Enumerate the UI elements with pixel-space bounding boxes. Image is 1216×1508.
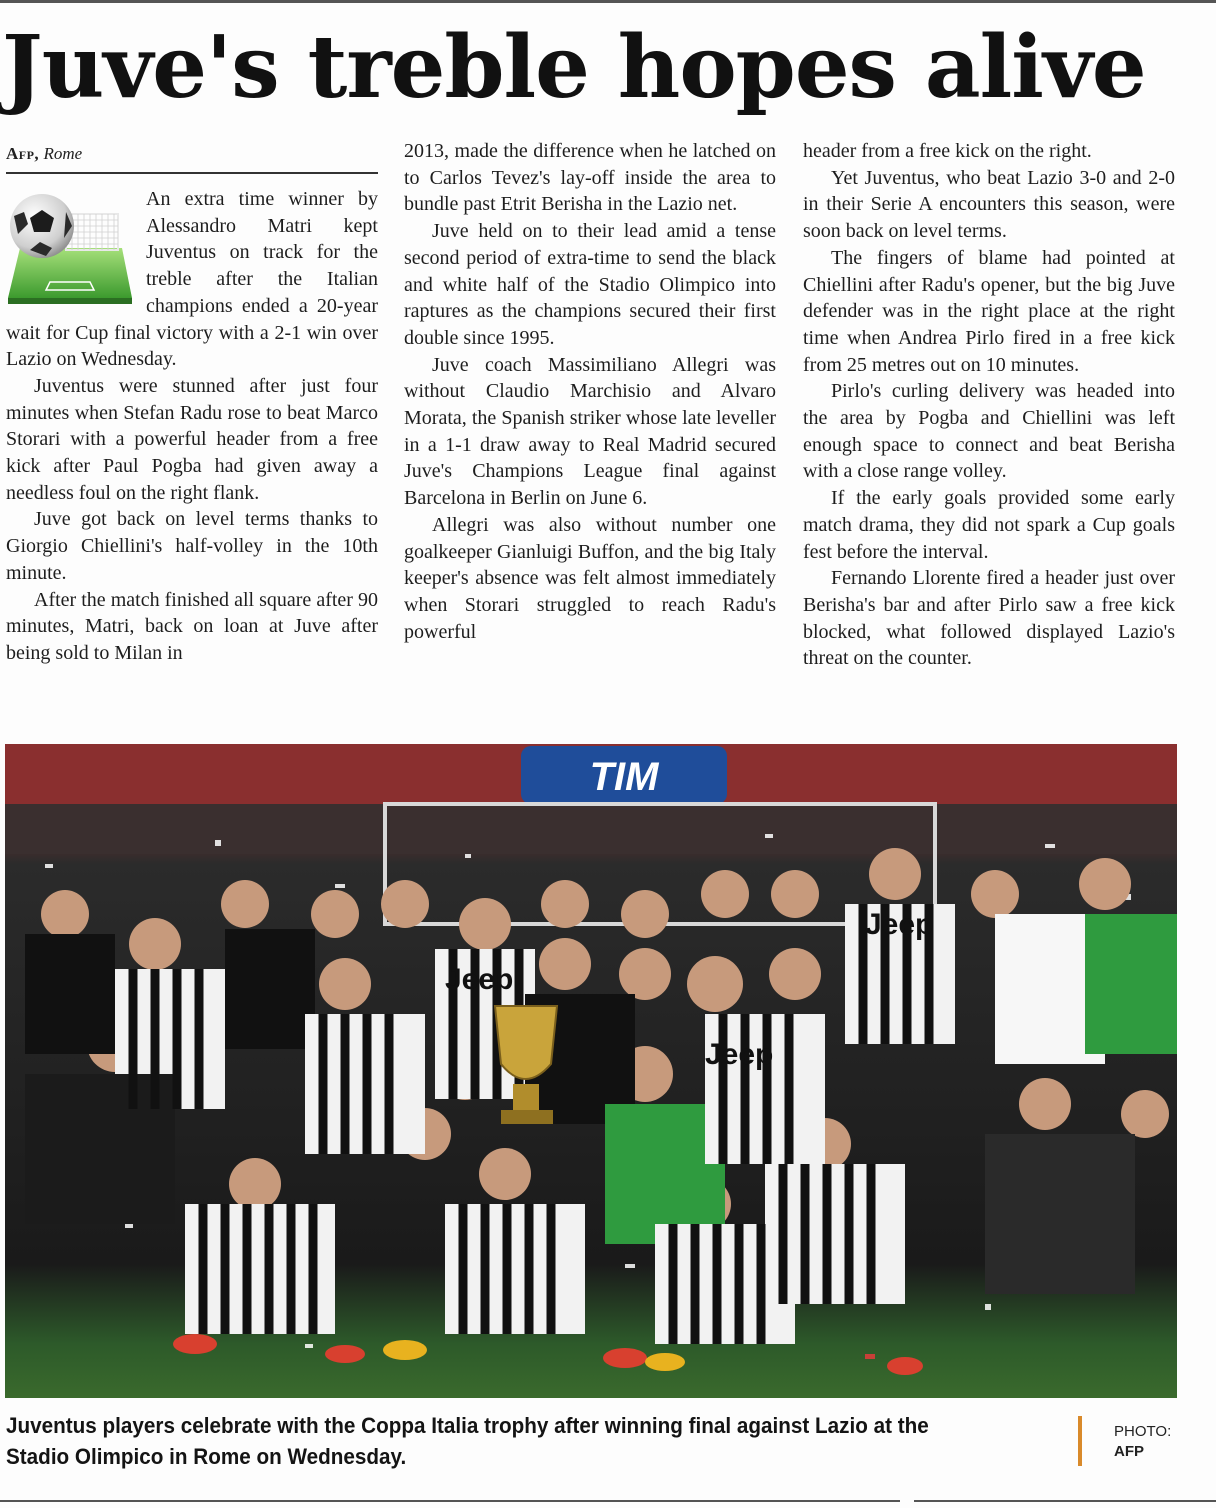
football-goal-icon bbox=[6, 186, 136, 310]
article-column-1 bbox=[6, 186, 378, 667]
shirt-sponsor-text: Jeep bbox=[865, 908, 934, 941]
bottom-rule bbox=[914, 1500, 1216, 1502]
byline-agency: Afp, bbox=[6, 144, 40, 163]
article-paragraph: Yet Juventus, who beat Lazio 3-0 and 2-0 in their Serie A encounters this season, were soon back on level terms. bbox=[803, 166, 1175, 243]
article-paragraph: After the match finished all square after 90 minutes, Matri, back on loan at Juve after being sold to Milan in bbox=[6, 588, 378, 664]
article-paragraph: The fingers of blame had pointed at Chiellini after Radu's opener, but the big Juve defender was in the right place at the right time when Andrea Pirlo fired in a free kick from 25 metres out on 10 minutes. bbox=[803, 246, 1175, 376]
sponsor-banner bbox=[521, 746, 727, 804]
sponsor-banner-text: TIM bbox=[589, 755, 659, 799]
paragraph-text: An extra time winner by Alessandro Matri kept Juventus on track for the treble after the Italian champions ended a 20-year wait for Cup final victory with a 2-1 win over Lazio on Wednesday. bbox=[6, 188, 378, 371]
photo-credit bbox=[1114, 1422, 1171, 1462]
article-paragraph: Pirlo's curling delivery was headed into the area by Pogba and Chiellini was left enough space to connect and beat Berisha with a close range volley. bbox=[803, 380, 1175, 483]
byline-place: Rome bbox=[43, 144, 83, 163]
article-paragraph bbox=[6, 186, 378, 373]
bottom-rule bbox=[0, 1500, 900, 1502]
article-paragraph: If the early goals provided some early match drama, they did not spark a Cup goals fest before the interval. bbox=[803, 487, 1175, 563]
shirt-sponsor-text: Jeep bbox=[705, 1038, 774, 1071]
byline-rule bbox=[6, 172, 378, 174]
article-paragraph: Fernando Llorente fired a header just over Berisha's bar and after Pirlo saw a free kick blocked, what followed displayed Lazio's threat on the counter. bbox=[803, 567, 1175, 670]
top-rule bbox=[0, 0, 1216, 3]
article-paragraph: Juve held on to their lead amid a tense second period of extra-time to send the black and white half of the Stadio Olimpico into raptures as the champions secured their first double since 1995. bbox=[404, 220, 776, 349]
article-paragraph: header from a free kick on the right. bbox=[803, 140, 1092, 162]
photo-caption: Juventus players celebrate with the Coppa Italia trophy after winning final against Lazio at the Stadio Olimpico in Rome on Wednesday. bbox=[6, 1413, 929, 1469]
article-paragraph: Allegri was also without number one goalkeeper Gianluigi Buffon, and the big Italy keeper's absence was felt almost immediately when Storari struggled to reach Radu's powerful bbox=[404, 513, 776, 643]
article-paragraph: Juventus were stunned after just four minutes when Stefan Radu rose to beat Marco Storari with a powerful header from a free kick after Paul Pogba had given away a needless foul on the right flank. bbox=[6, 374, 378, 504]
team-celebration-photo bbox=[5, 744, 1177, 1398]
article-paragraph: Juve got back on level terms thanks to Giorgio Chiellini's half-volley in the 10th minute. bbox=[6, 508, 378, 584]
shirt-sponsor-text: Jeep bbox=[445, 963, 514, 996]
article-column-2 bbox=[404, 138, 776, 645]
photo-credit-label: PHOTO: bbox=[1114, 1423, 1172, 1440]
photo-credit-source: AFP bbox=[1114, 1443, 1144, 1460]
headline: Juve's treble hopes alive bbox=[2, 17, 1146, 118]
credit-bar bbox=[1078, 1416, 1082, 1466]
article-paragraph: Juve coach Massimiliano Allegri was without Claudio Marchisio and Alvaro Morata, the Spanish striker whose late leveller in a 1-1 draw away to Real Madrid secured Juve's Champions League final against Barcelona in Berlin on June 6. bbox=[404, 353, 776, 510]
byline bbox=[6, 141, 376, 167]
article-column-3 bbox=[803, 138, 1175, 672]
article-paragraph: 2013, made the difference when he latched on to Carlos Tevez's lay-off inside the area to bundle past Etrit Berisha in the Lazio net. bbox=[404, 140, 776, 216]
